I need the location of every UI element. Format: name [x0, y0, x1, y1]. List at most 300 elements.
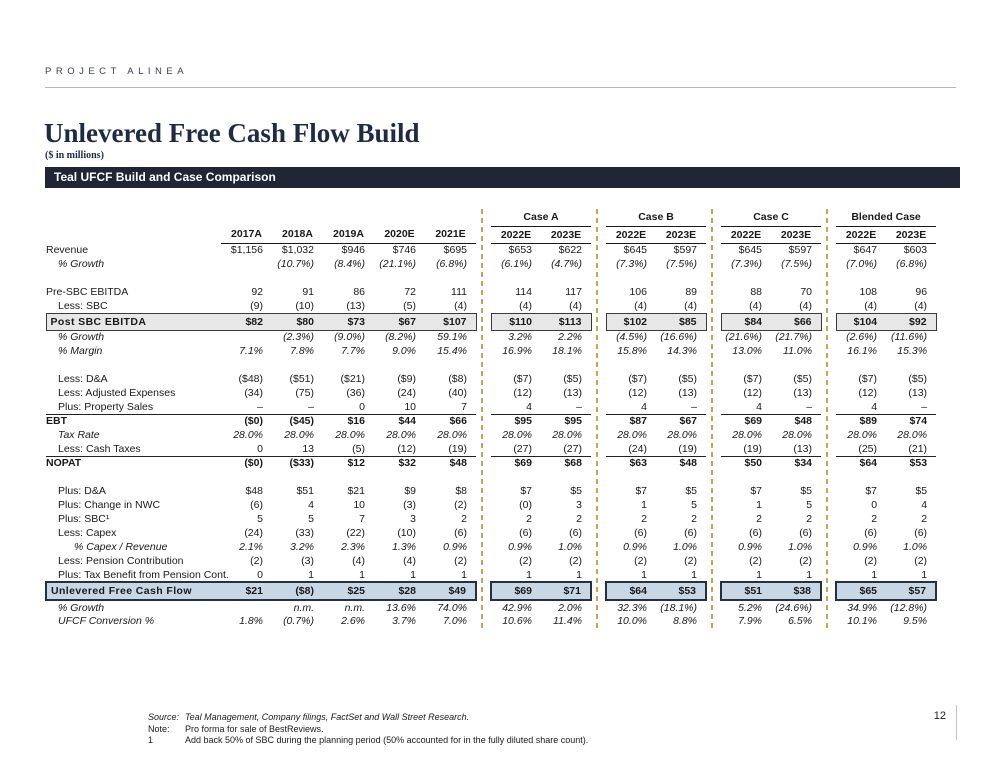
row-label: Plus: Tax Benefit from Pension Cont.: [58, 568, 229, 581]
value-cell: $1,032: [281, 244, 314, 257]
value-cell: (12.8%): [890, 601, 928, 614]
case-divider-space: [821, 484, 836, 498]
case-divider-space: [591, 456, 606, 470]
row-label: Revenue: [46, 244, 89, 256]
value-cell: 72: [404, 286, 416, 298]
value-cell: 89: [685, 286, 698, 298]
value-cell: $5: [800, 485, 813, 497]
value-cell: (4): [864, 299, 878, 312]
case-divider-space: [476, 456, 491, 470]
value-cell: (2): [250, 555, 263, 567]
table-row: [46, 470, 936, 484]
value-cell: 1.8%: [239, 615, 263, 627]
footnote-1-text: Add back 50% of SBC during the planning period (50% accounted for in the fully diluted share count).: [185, 735, 589, 745]
table-row: [46, 285, 936, 299]
value-cell: ($0): [221, 456, 272, 470]
value-cell: 5.2%: [738, 601, 763, 614]
value-cell: (4): [352, 555, 365, 567]
table-row: [46, 372, 936, 386]
case-divider-space: [476, 400, 491, 414]
value-cell: 1: [871, 568, 878, 581]
value-cell: (21.7%): [775, 331, 813, 344]
value-cell: $44: [374, 414, 425, 428]
value-cell: 5: [308, 513, 314, 525]
value-cell: (13): [793, 387, 813, 399]
value-cell: (4): [403, 555, 416, 567]
case-divider-space: [821, 414, 836, 428]
value-cell: $87: [606, 414, 656, 428]
row-label: Post SBC EBITDA: [46, 313, 221, 330]
case-divider-space: [476, 428, 491, 442]
row-label: Plus: SBC¹: [58, 513, 110, 525]
value-cell: 15.3%: [897, 345, 928, 357]
value-cell: 4: [871, 400, 878, 413]
value-cell: 114: [515, 286, 532, 298]
case-divider-space: [591, 243, 606, 257]
table-row: [46, 344, 936, 358]
value-cell: $66: [425, 414, 476, 428]
value-cell: (21.6%): [725, 331, 763, 344]
footnote-1-label: 1: [148, 735, 154, 745]
gap-cell: [46, 358, 936, 372]
value-cell: ($5): [908, 373, 928, 385]
value-cell: (4): [799, 299, 813, 312]
value-cell: 0: [257, 442, 263, 455]
value-cell: 106: [629, 286, 647, 298]
value-cell: 2: [871, 513, 878, 525]
value-cell: (12): [628, 387, 647, 399]
value-cell: $645: [738, 244, 763, 257]
value-cell: $53: [656, 582, 706, 600]
table-row: [46, 271, 936, 285]
value-cell: 2: [526, 513, 532, 525]
year-header: 2019A: [323, 226, 374, 243]
case-divider-space: [821, 299, 836, 313]
case-divider-space: [706, 372, 721, 386]
value-cell: 3: [576, 499, 582, 511]
case-divider-space: [591, 344, 606, 358]
value-cell: (6): [749, 527, 763, 539]
value-cell: (3): [301, 555, 314, 567]
page-number-divider: [956, 705, 957, 740]
value-cell: $653: [508, 244, 532, 257]
table-row: [46, 568, 936, 582]
value-cell: 9.0%: [392, 345, 416, 357]
case-divider-space: [706, 344, 721, 358]
value-cell: 11.0%: [783, 345, 813, 357]
value-cell: 11.4%: [553, 615, 582, 627]
value-cell: 28.0%: [335, 429, 365, 441]
table-row: [46, 428, 936, 442]
table-row: [46, 299, 936, 313]
value-cell: 1: [359, 568, 365, 581]
value-cell: $104: [836, 313, 886, 330]
case-divider-space: [591, 372, 606, 386]
year-header: 2022E: [836, 226, 886, 243]
case-divider-space: [591, 498, 606, 512]
value-cell: $89: [836, 414, 886, 428]
case-divider-space: [591, 600, 606, 614]
value-cell: (2.3%): [283, 331, 314, 344]
value-cell: (40): [448, 387, 467, 399]
table-row: [46, 540, 936, 554]
case-divider-space: [476, 257, 491, 271]
value-cell: 0.9%: [623, 541, 647, 553]
value-cell: 2.2%: [558, 331, 582, 344]
value-cell: 4: [641, 400, 647, 413]
value-cell: 7: [461, 400, 467, 413]
case-divider-space: [706, 526, 721, 540]
value-cell: ($5): [793, 373, 813, 385]
case-divider-space: [706, 568, 721, 582]
value-cell: (4): [454, 299, 467, 312]
year-header: 2023E: [656, 226, 706, 243]
value-cell: 28.0%: [667, 429, 698, 441]
value-cell: $25: [323, 582, 374, 600]
table-row: [46, 526, 936, 540]
table-row: [46, 600, 936, 614]
value-cell: 7: [359, 513, 365, 525]
year-header: 2017A: [221, 226, 272, 243]
case-divider-space: [476, 226, 491, 243]
case-divider-space: [706, 226, 721, 243]
case-divider-space: [476, 386, 491, 400]
value-cell: ($8): [448, 373, 467, 385]
value-cell: (4.7%): [551, 258, 582, 270]
value-cell: $5: [915, 485, 928, 497]
value-cell: $64: [606, 582, 656, 600]
value-cell: 42.9%: [502, 601, 532, 614]
value-cell: –: [308, 400, 314, 413]
case-group-label: Case C: [721, 209, 821, 226]
row-label: NOPAT: [46, 456, 221, 470]
year-header: 2023E: [771, 226, 821, 243]
value-cell: 3.7%: [392, 615, 416, 627]
value-cell: 28.0%: [782, 429, 813, 441]
empty-cell: [46, 209, 476, 226]
value-cell: 59.1%: [437, 331, 467, 344]
case-divider-space: [476, 540, 491, 554]
footnotes: [148, 712, 588, 747]
value-cell: 0: [257, 568, 263, 581]
case-divider-space: [476, 498, 491, 512]
case-divider-space: [706, 299, 721, 313]
value-cell: $5: [570, 485, 582, 497]
value-cell: $7: [520, 485, 532, 497]
value-cell: $647: [853, 244, 878, 257]
value-cell: (21.1%): [379, 258, 416, 270]
value-cell: $597: [673, 244, 698, 257]
value-cell: 3.2%: [290, 541, 314, 553]
header-rule: [45, 87, 956, 88]
value-cell: 91: [302, 286, 314, 298]
value-cell: 92: [251, 286, 263, 298]
row-label: % Margin: [58, 345, 103, 357]
case-divider-space: [821, 285, 836, 299]
value-cell: $16: [323, 414, 374, 428]
case-divider-space: [591, 400, 606, 414]
table-row: [46, 614, 936, 628]
value-cell: 28.0%: [284, 429, 314, 441]
case-divider-space: [476, 372, 491, 386]
value-cell: $49: [425, 582, 476, 600]
year-header: 2022E: [721, 226, 771, 243]
value-cell: 13: [302, 442, 314, 455]
case-divider-space: [476, 299, 491, 313]
value-cell: 10: [404, 400, 416, 413]
case-divider-space: [706, 285, 721, 299]
page-number: 12: [933, 710, 946, 722]
case-divider-space: [821, 600, 836, 614]
row-label: % Growth: [58, 331, 105, 344]
value-cell: (6.8%): [896, 258, 928, 270]
value-cell: $645: [623, 244, 647, 257]
case-divider-space: [476, 209, 491, 226]
case-divider-space: [706, 313, 721, 330]
value-cell: (13): [793, 442, 813, 455]
value-cell: 1.0%: [903, 541, 928, 553]
table-row: [46, 313, 936, 330]
value-cell: $51: [296, 485, 314, 497]
value-cell: (4.5%): [616, 331, 647, 344]
value-cell: (12): [397, 442, 416, 455]
value-cell: (10): [295, 299, 314, 312]
case-divider-space: [821, 400, 836, 414]
gap-cell: [46, 470, 936, 484]
case-divider-space: [591, 512, 606, 526]
value-cell: (6): [454, 527, 467, 539]
value-cell: (13): [346, 299, 365, 312]
value-cell: 96: [915, 286, 928, 298]
value-cell: 2.6%: [341, 615, 365, 627]
case-divider-dashed: [711, 209, 713, 628]
value-cell: $9: [404, 485, 416, 497]
value-cell: –: [257, 400, 263, 413]
value-cell: 1: [461, 568, 467, 581]
value-cell: (19): [678, 442, 698, 455]
value-cell: $110: [491, 313, 541, 330]
value-cell: 1: [576, 568, 582, 581]
case-divider-space: [476, 285, 491, 299]
case-divider-space: [476, 512, 491, 526]
value-cell: 6.5%: [788, 615, 813, 627]
value-cell: (27): [513, 442, 532, 455]
value-cell: [221, 257, 272, 271]
value-cell: $21: [347, 485, 365, 497]
value-cell: 15.4%: [437, 345, 467, 357]
source-text: Teal Management, Company filings, FactSet and Wall Street Research.: [185, 712, 470, 722]
value-cell: 4: [921, 499, 928, 511]
value-cell: (7.0%): [846, 258, 878, 270]
row-label: Less: Capex: [58, 527, 117, 539]
value-cell: (6): [799, 527, 813, 539]
value-cell: ($7): [628, 373, 647, 385]
case-divider-space: [821, 386, 836, 400]
case-divider-space: [591, 299, 606, 313]
case-divider-space: [476, 414, 491, 428]
value-cell: 1.0%: [788, 541, 813, 553]
value-cell: (6): [519, 527, 532, 539]
value-cell: 1: [526, 568, 532, 581]
value-cell: (25): [858, 442, 878, 455]
value-cell: 9.5%: [903, 615, 928, 627]
value-cell: (2): [864, 555, 878, 567]
case-divider-space: [821, 512, 836, 526]
table-row: [46, 498, 936, 512]
case-divider-space: [706, 600, 721, 614]
units-note: ($ in millions): [45, 150, 104, 161]
table-row: [46, 330, 936, 344]
case-divider-space: [821, 568, 836, 582]
value-cell: (3): [403, 499, 416, 511]
value-cell: (9.0%): [334, 331, 365, 344]
table-row: [46, 442, 936, 456]
value-cell: 2: [641, 513, 647, 525]
case-divider-space: [591, 614, 606, 628]
value-cell: ($5): [563, 373, 582, 385]
value-cell: (2): [749, 555, 763, 567]
case-divider-space: [821, 582, 836, 600]
value-cell: (0): [519, 499, 532, 511]
value-cell: $66: [771, 313, 821, 330]
empty-cell: [46, 226, 221, 243]
table-row: [46, 257, 936, 271]
value-cell: (4): [684, 299, 698, 312]
row-label: Less: Cash Taxes: [58, 442, 141, 455]
value-cell: (18.1%): [660, 601, 698, 614]
value-cell: $107: [425, 313, 476, 330]
value-cell: 2: [806, 513, 813, 525]
case-divider-space: [476, 554, 491, 568]
case-divider-space: [706, 582, 721, 600]
value-cell: $746: [392, 244, 416, 257]
value-cell: 1.0%: [673, 541, 698, 553]
case-group-label: Case B: [606, 209, 706, 226]
row-label: Less: D&A: [58, 373, 108, 385]
value-cell: [221, 330, 272, 344]
row-label: % Growth: [58, 601, 105, 614]
value-cell: 4: [308, 499, 314, 511]
case-divider-space: [591, 554, 606, 568]
value-cell: (2): [684, 555, 698, 567]
value-cell: (12): [743, 387, 763, 399]
value-cell: 7.8%: [290, 345, 314, 357]
value-cell: (4): [519, 299, 532, 312]
value-cell: (36): [346, 387, 365, 399]
page-title: Unlevered Free Cash Flow Build: [44, 118, 420, 148]
case-divider-space: [821, 442, 836, 456]
row-label: % Growth: [58, 258, 105, 270]
value-cell: (8.4%): [334, 258, 365, 270]
value-cell: $48: [425, 456, 476, 470]
case-divider-space: [706, 330, 721, 344]
value-cell: ($7): [513, 373, 532, 385]
case-divider-space: [706, 512, 721, 526]
case-divider-space: [821, 540, 836, 554]
value-cell: $95: [541, 414, 591, 428]
note-label: Note:: [148, 723, 170, 734]
case-divider-space: [591, 568, 606, 582]
case-divider-space: [706, 414, 721, 428]
value-cell: 10: [353, 499, 365, 511]
case-divider-space: [706, 540, 721, 554]
year-header: 2018A: [272, 226, 323, 243]
row-label: UFCF Conversion %: [58, 615, 155, 627]
row-label: EBT: [46, 414, 221, 428]
value-cell: (24): [244, 527, 263, 539]
value-cell: (2): [914, 555, 928, 567]
value-cell: (2): [799, 555, 813, 567]
table-row: [46, 512, 936, 526]
row-label: Plus: Change in NWC: [58, 499, 161, 511]
value-cell: (0.7%): [283, 615, 314, 627]
value-cell: 28.0%: [233, 429, 263, 441]
value-cell: (21): [908, 442, 928, 455]
value-cell: $1,156: [230, 244, 263, 257]
case-divider-space: [821, 243, 836, 257]
case-divider-space: [476, 568, 491, 582]
value-cell: 2: [756, 513, 763, 525]
value-cell: $67: [374, 313, 425, 330]
value-cell: 16.1%: [847, 345, 878, 357]
row-label: Tax Rate: [58, 429, 100, 441]
case-divider-space: [821, 209, 836, 226]
row-label: Plus: D&A: [58, 485, 106, 497]
value-cell: (5): [352, 442, 365, 455]
case-divider-space: [591, 484, 606, 498]
case-group-label: Blended Case: [836, 209, 936, 226]
case-divider-space: [706, 257, 721, 271]
value-cell: 5: [806, 499, 813, 511]
value-cell: 34.9%: [847, 601, 878, 614]
table-row: [46, 414, 936, 428]
value-cell: 108: [859, 286, 878, 298]
case-divider-space: [706, 209, 721, 226]
value-cell: $48: [245, 485, 263, 497]
value-cell: 15.8%: [617, 345, 647, 357]
case-divider-space: [591, 526, 606, 540]
value-cell: $92: [886, 313, 936, 330]
value-cell: 2.1%: [239, 541, 263, 553]
gap-cell: [46, 271, 936, 285]
row-label: Less: Pension Contribution: [58, 555, 184, 567]
case-divider-space: [591, 442, 606, 456]
value-cell: ($8): [272, 582, 323, 600]
value-cell: 1: [691, 568, 698, 581]
value-cell: 1: [806, 568, 813, 581]
value-cell: (6): [634, 527, 647, 539]
value-cell: $603: [903, 244, 928, 257]
value-cell: (6): [250, 499, 263, 511]
value-cell: 117: [565, 286, 582, 298]
value-cell: 1: [308, 568, 314, 581]
value-cell: 1: [641, 568, 647, 581]
value-cell: n.m.: [344, 601, 365, 614]
case-divider-space: [591, 540, 606, 554]
year-header: 2023E: [541, 226, 591, 243]
value-cell: 0.9%: [738, 541, 763, 553]
year-header-row: [46, 226, 936, 243]
value-cell: $8: [455, 485, 467, 497]
value-cell: 7.1%: [239, 345, 263, 357]
value-cell: (19): [448, 442, 467, 455]
value-cell: 5: [257, 513, 263, 525]
value-cell: (7.5%): [781, 258, 813, 270]
value-cell: 74.0%: [437, 601, 467, 614]
value-cell: (6.8%): [436, 258, 467, 270]
value-cell: ($51): [289, 373, 314, 385]
value-cell: $946: [341, 244, 365, 257]
